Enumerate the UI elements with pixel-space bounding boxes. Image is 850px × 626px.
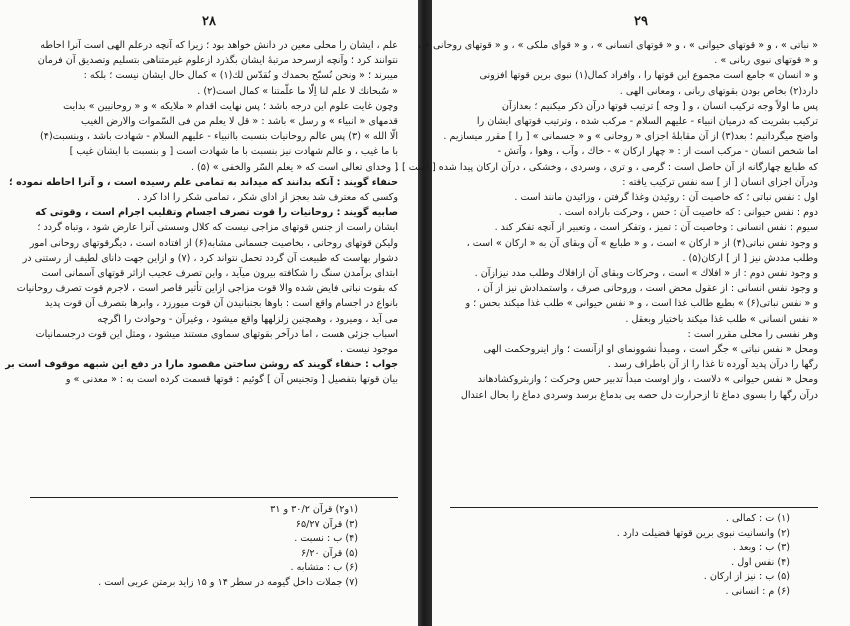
text-line: وطلب مددش نیز [ از ] ارکان(۵) .	[682, 252, 818, 264]
text-line: درآن رگها را بسوی دماغ تا ازحرارت دل حصه یی بدماغ برسد وسردی دماغ را بحال اعتدال	[460, 389, 818, 401]
text-line: اسباب جزئی هست ، اما درآخر بقوتهای سماوی مستند میشود ، ومثل این قوت درجسمانیات	[35, 328, 398, 340]
text-line: اما شخص انسان - مرکب است از : « چهار ارکان » - خاك ، وآب ، وهوا ، وآتش -	[497, 146, 818, 158]
text-line: که طبایع چهارگانه از آن حاصل است : گرمی ، و تری ، وسردی ، وخشکی ، درآن ارکان پیدا شده [ است ] .	[395, 161, 818, 173]
text-line: ودرآن اجزای انسان [ از ] سه نفس ترکیب یافته :	[622, 176, 818, 188]
text-line: و « انسان » جامع است مجموع این قوتها را ، وافراد کمال(۱) نبوی برین قوتها افزونی	[479, 70, 818, 82]
footnote: (۱) ت : کمالی .	[725, 513, 790, 524]
text-line: می آید ، ومیرود ، وهمچنین زلزلهها واقع میشود ، وغیرآن - وحوادث را اگرچه	[97, 313, 398, 325]
text-line: و وجود نفس دوم : از « افلاك » است ، وحرکات وبقای آن ازافلاك وطلب مدد نیزازآن .	[474, 268, 818, 280]
text-line: رگها را درآن پدید آورده تا غذا را از آن باطراف رسد .	[607, 359, 818, 371]
text-line: « سُبحانك لا علم لنا اِلّا ما علّمتنا » کمال است(۲) .	[197, 85, 398, 97]
text-line: سیوم : نفس انسانی : وخاصیت آن : تمیز ، وتفکر است ، وتعبیر از آنچه تفکر کند .	[494, 222, 818, 234]
footnote: (۳) قرآن ۶۵/۲۷	[295, 518, 358, 530]
text-line: علم ، ایشان را محلی معین در دانش خواهد بود ؛ زیرا که آنچه درعلم الهی است آنرا احاطه	[40, 40, 398, 51]
text-line: نتوانند کرد ؛ وآنچه ازسرحد مرتبهٔ ایشان بگذرد ازعلوم غیرمتناهی بتسلیم وتصدیق آن فرمان	[37, 55, 398, 67]
text-line: موجود نیست .	[340, 344, 398, 356]
footnote: (۷) جملات داخل گیومه در سطر ۱۴ و ۱۵ زاید برمتن عربی است .	[98, 576, 358, 588]
text-line: الّا الله » (۳) پس عالم روحانیات بنسبت باانبیاء - علیهم السلام - شهادت باشد ، وبنسبت(۴)	[40, 131, 398, 143]
text-line: ترکیب بشریت که درمیان انبیاء - علیهم السلام - مرکب شده ، وترتیب قوتهای ایشان را	[476, 116, 818, 128]
footnote: (۶) ب : متشابه .	[290, 562, 358, 574]
text-line: قدمهای « انبیاء » و رسل » باشد : « قل لا یعلم من فی السّموات والارض الغیب	[80, 116, 398, 128]
footnote: (۵) ب : نیز از ارکان .	[703, 571, 790, 583]
text-line: دارد(۲) بخاص بودن بقوتهای ربانی ، ومعانی الهی .	[619, 85, 818, 97]
text-line: جواب : حنفاء گویند که روشن ساختن مقصود مارا در دفع این شبهه موقوف است بر	[5, 359, 398, 371]
text-line: و « نفس نباتی(۶) » بطبع طالب غذا است ، و « نفس حیوانی » طلب غذا میکند بحس ؛ و	[465, 298, 818, 310]
right-page	[395, 0, 850, 626]
footnote: (۶) م : انسانی .	[725, 585, 790, 597]
page-number: ۲۹	[634, 14, 648, 29]
text-line: [ وخدای تعالی است که « یعلم السّر والخفی » (۵) .	[190, 161, 398, 173]
footnote: (۴) نفس اول .	[731, 556, 790, 568]
text-line: « نفس انسانی » طلب غذا میکند باختیار وبعقل .	[625, 313, 818, 325]
main-text	[395, 38, 818, 403]
page-number: ۲۸	[202, 14, 216, 29]
text-line: پس ما اولاً وجه ترکیب انسان ، و [ وجه ] ترتیب قوتها درآن ذکر میکنیم ؛ بعدازآن	[501, 100, 818, 112]
main-text	[5, 38, 398, 388]
footnote: (۵) قرآن ۶/۲۰	[300, 547, 358, 559]
text-line: با ما غیب ، و عالم شهادت نیز بنسبت با ما شهادت است [ و بنسبت با ایشان غیب ]	[69, 146, 398, 158]
footnote: (۲) وانسانیت نبوی برین قوتها فضیلت دارد .	[616, 527, 790, 539]
text-line: بانواع در اجسام واقع است : باوها بجنبانیدن آن قوت میورزد ، وابرها بتصرف آن قوت پدید	[44, 298, 398, 310]
text-line: بیان قوتها بتفصیل [ وتجنیس آن ] گوئیم : قوتها قسمت کرده است به : « معدنی » و	[65, 374, 398, 386]
text-line: میبرند ؛ « ونحن نُسبّح بحمدك و نُقدّس لك(۱) » کمال حال ایشان نیست ؛ بلکه :	[83, 70, 398, 82]
text-line: ابتدای برآمدن سنگ را شکافته بیرون میآید ، واین تصرف عجیب ازاثر قوتهای آسمانی است	[41, 268, 398, 280]
footnote: (۱و۲) قرآن ۳۰/۲ و ۳۱	[270, 504, 358, 515]
text-line: ایشان راست از جنس قوتهای مزاجی نیست که کلال وسستی آنرا عارض شود ، وتباه گردد ؛	[37, 222, 398, 234]
footnote-divider	[30, 497, 398, 498]
text-line: ومحل « نفس حیوانی » دلاست ، واز اوست مبدأ تدبیر حس وحرکت ؛ وازبثروکشادهاند	[477, 374, 818, 386]
text-line: وچون غایت علوم این درجه باشد ؛ پس نهایت اقدام « ملایکه » و « روحانیین » بدایت	[63, 100, 398, 112]
text-line: « نباتی » ، و « قوتهای حیوانی » ، و « قوتهای انسانی » ، و « قوای ملکی » ، و « قوتهای روحانی » ،	[417, 40, 818, 51]
text-line: ولیکن قوتهای روحانی ، بخاصیت جسمانی مشابه(۶) از افتاده است ، دیگرقوتهای روحانی امور	[29, 237, 398, 249]
text-line: و « قوتهای نبوی ربانی » .	[714, 55, 818, 67]
text-line: که بقوت نباتی فایض شده والا قوت مزاجی ازاین تأثیر قاصر است ، لاجرم قوت تصرف روحانیات	[16, 283, 398, 295]
left-page	[0, 0, 418, 626]
footnotes	[30, 503, 358, 591]
text-line: واضح میگردانیم ؛ بعد(۳) از آن مقابلهٔ اجزای « روحانی » و « جسمانی » [ را ] مقرر میسازیم .	[443, 131, 818, 143]
text-line: دوم : نفس حیوانی : که خاصیت آن : حس ، وحرکت باراده است .	[558, 207, 818, 219]
text-line: و وجود نفس نباتی(۴) از « ارکان » است ، و « طبایع » آن وبقای آن به « ارکان » است ،	[466, 237, 818, 249]
text-line: وکسی که معترف شد بعجز از ادای شکر ، تمامی شکر را ادا کرد .	[136, 192, 398, 204]
text-line: حنفاء گویند : آنکه بدانند که میداند به تمامی علم رسیده است ، و آنرا احاطه نموده ؛	[8, 176, 398, 188]
text-line: و وجود نفس انسانی : از عقول محض است ، وروحانی صرف ، واستمدادش نیز از آن ،	[476, 283, 818, 295]
footnote: (۳) ب : وبعد .	[732, 542, 790, 554]
text-line: وهر نفسی را محلی مقرر است :	[687, 328, 818, 340]
footnote: (۴) ب : نسبت .	[294, 533, 358, 545]
book-gutter	[418, 0, 432, 626]
footnote-divider	[450, 507, 818, 508]
footnotes	[450, 512, 790, 600]
text-line: اول : نفس نباتی ؛ که خاصیت آن : روئیدن وغذا گرفتن ، وزائیدن مانند است .	[514, 192, 818, 204]
text-line: دشوار بهاست که طبیعت آن گردد تحمل نتواند کرد ، (۷) و ازاین جهت دانای لطیف از رستنی در	[22, 252, 398, 264]
text-line: صابیه گویند : روحانیات را قوت تصرف اجسام وتقلیب اجرام است ، وقوتی که	[35, 207, 398, 219]
text-line: ومحل « نفس نباتی » جگر است ، ومبدأ نشوونمای او ازآنست ؛ واز اینروحکمت الهی	[483, 344, 818, 356]
